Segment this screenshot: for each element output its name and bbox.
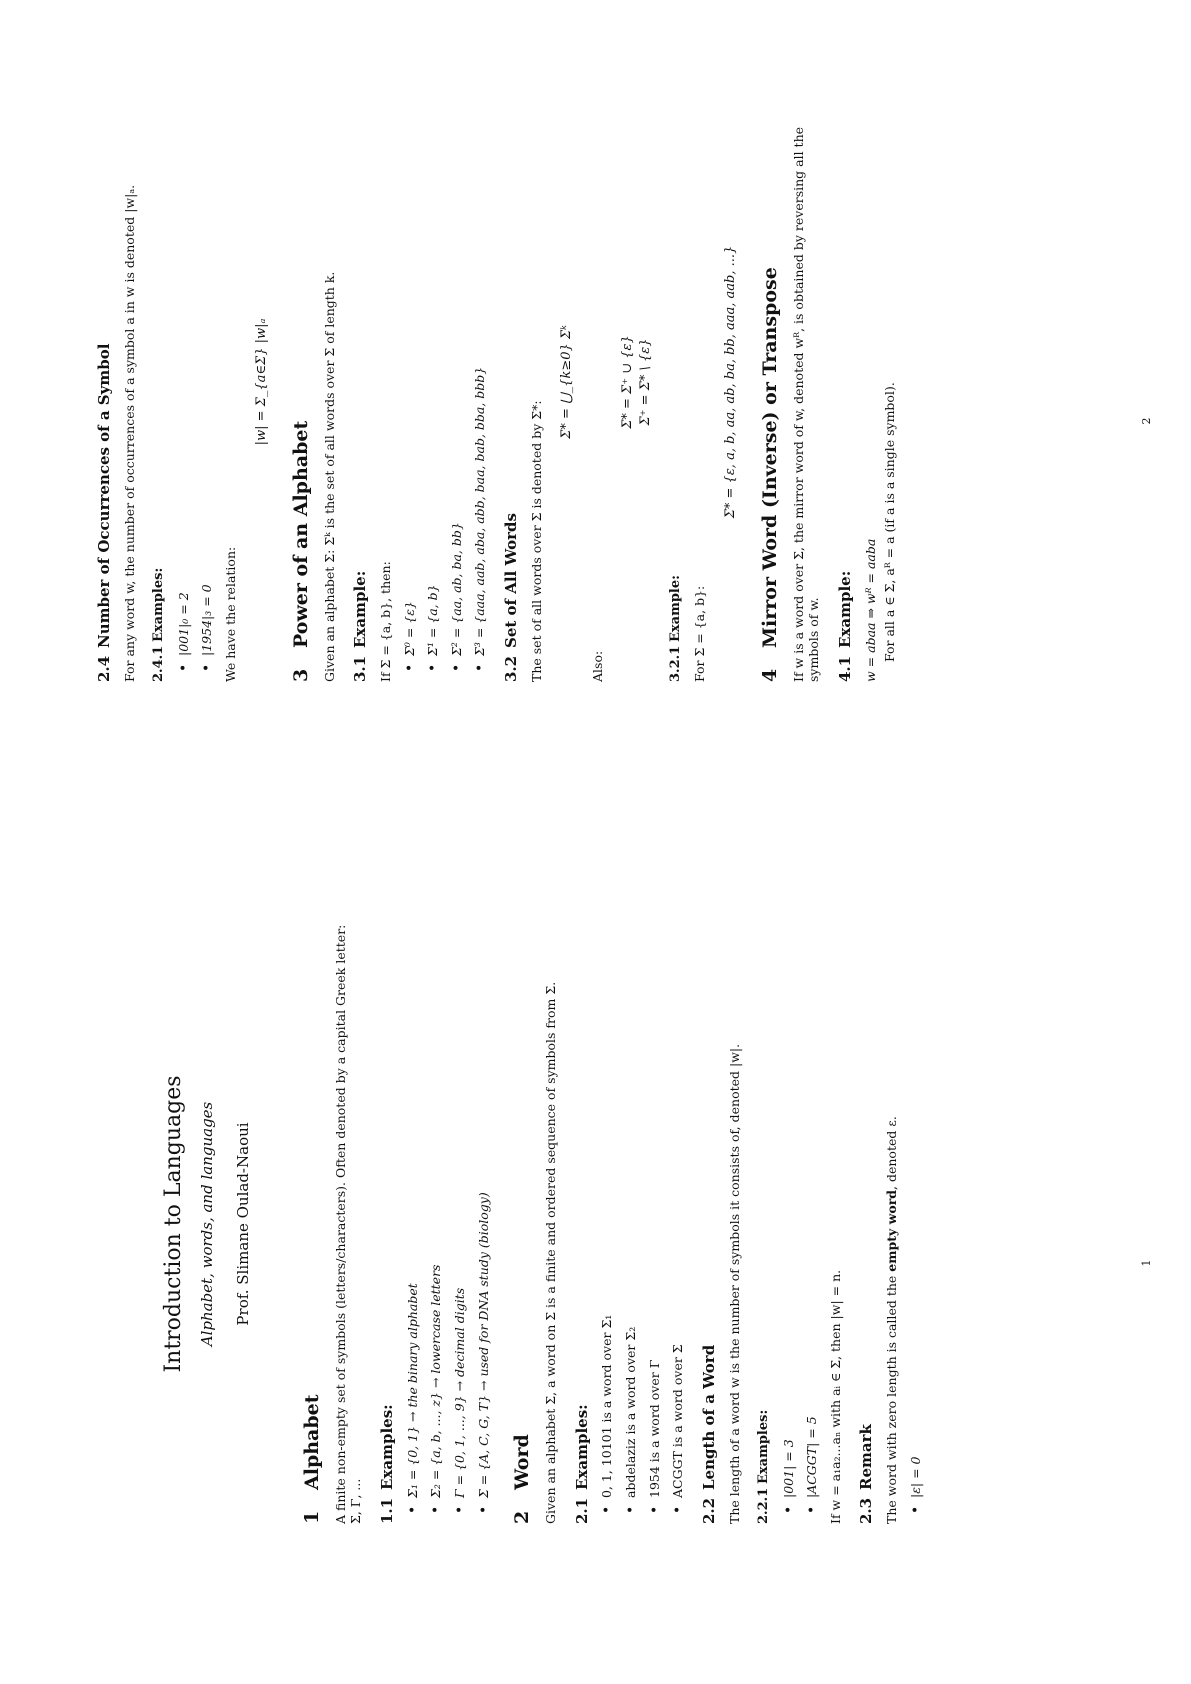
section-number: 4.1 — [835, 655, 854, 682]
section-2-4-1-list — [176, 82, 215, 682]
section-1-body: A finite non-empty set of symbols (letters/characters). Often denoted by a capital Greek letter: Σ, Γ, ... — [332, 924, 364, 1524]
section-2-2-1-heading — [756, 924, 772, 1524]
list-item: • |ε| = 0 — [908, 924, 924, 1514]
list-item: • Σ₁ = {0, 1} → the binary alphabet — [405, 924, 421, 1514]
mirror-example-line-1: w = abaa ⇒ wᴿ = aaba — [862, 538, 878, 682]
list-item: • Σ₂ = {a, b, ..., z} → lowercase letters — [428, 924, 444, 1514]
section-2-1-heading — [573, 924, 592, 1524]
section-4-heading — [759, 82, 783, 682]
also-label: Also: — [589, 650, 605, 682]
star-equation: Σ* = Σ⁺ ∪ {ε} — [620, 335, 636, 429]
list-item: • 1954 is a word over Γ — [647, 924, 663, 1514]
example-equation: Σ* = {ε, a, b, aa, ab, ba, bb, aaa, aab, ...} — [722, 245, 738, 519]
body-text: The word with zero length is called the — [884, 1271, 900, 1524]
list-item: • |ACGGT| = 5 — [804, 924, 820, 1514]
section-number: 2 — [511, 1510, 534, 1524]
list-item: • ACGGT is a word over Σ — [670, 924, 686, 1514]
relation-intro: We have the relation: — [222, 546, 238, 682]
section-2-body: Given an alphabet Σ, a word on Σ is a finite and ordered sequence of symbols from Σ. — [543, 981, 558, 1524]
list-item: • Σ⁰ = {ε} — [402, 82, 418, 672]
section-2-heading — [511, 924, 535, 1524]
section-title: Example: — [667, 575, 683, 642]
page-1 — [0, 842, 1191, 1684]
section-number: 1.1 — [378, 1497, 396, 1524]
section-2-4-body: For any word w, the number of occurrences of a symbol a in w is denoted |w|ₐ. — [121, 184, 137, 682]
section-number: 1 — [301, 1510, 323, 1524]
section-3-2-body: The set of all words over Σ is denoted by Σ*: — [528, 400, 544, 682]
section-3-1-heading — [351, 82, 370, 682]
section-2-2-heading — [700, 924, 719, 1524]
section-3-2-1-intro: For Σ = {a, b}: — [692, 585, 707, 682]
section-title: Examples: — [756, 1409, 772, 1484]
list-item: • Σ¹ = {a, b} — [425, 82, 441, 672]
list-item: • Σ² = {aa, ab, ba, bb} — [449, 82, 465, 672]
section-title: Example: — [351, 570, 370, 648]
example-equation-block — [722, 82, 739, 682]
section-1-heading — [301, 924, 325, 1524]
relation-equation: |w| = Σ_{a∈Σ} |w|ₐ — [253, 318, 269, 446]
section-title: Power of an Alphabet — [289, 420, 312, 648]
section-number: 3.2.1 — [667, 645, 683, 682]
section-2-4-heading — [95, 82, 114, 682]
section-number: 4 — [758, 668, 781, 682]
document-subtitle: Alphabet, words, and languages — [197, 1101, 216, 1347]
section-number: 2.2.1 — [756, 1487, 772, 1524]
section-title: Alphabet — [301, 1394, 323, 1490]
mirror-example-line-2: For all a ∈ Σ, aᴿ = a (if a is a single symbol). — [882, 382, 898, 662]
section-2-3-list — [908, 924, 924, 1524]
section-3-body: Given an alphabet Σ: Σᵏ is the set of all words over Σ of length k. — [321, 271, 337, 682]
section-3-2-heading — [502, 82, 521, 682]
page-number: 1 — [1140, 1259, 1153, 1267]
list-item: • Σ = {A, C, G, T} → used for DNA study (biology) — [476, 924, 492, 1514]
section-3-heading — [290, 82, 314, 682]
section-number: 3.2 — [502, 655, 520, 682]
document-title: Introduction to Languages — [161, 1075, 186, 1373]
section-title: Remark — [857, 1424, 876, 1490]
section-title: Set of All Words — [502, 513, 520, 648]
section-2-2-body: The length of a word w is the number of symbols it consists of, denoted |w|. — [726, 1043, 742, 1524]
section-2-2-1-after: If w = a₁a₂...aₙ with aᵢ ∈ Σ, then |w| = n. — [827, 1269, 843, 1524]
section-3-1-list — [402, 82, 489, 682]
section-number: 2.3 — [857, 1497, 876, 1524]
list-item: • Σ³ = {aaa, aab, aba, abb, baa, bab, bba, bbb} — [472, 82, 488, 672]
section-title: Examples: — [572, 1404, 591, 1490]
relation-equation-block — [253, 82, 270, 682]
list-item: • |001| = 3 — [781, 924, 797, 1514]
section-number: 2.2 — [699, 1497, 718, 1524]
section-title: Word — [511, 1434, 534, 1490]
section-number: 2.4 — [95, 655, 113, 682]
section-4-1-heading — [836, 82, 855, 682]
section-title: Number of Occurrences of a Symbol — [95, 343, 113, 648]
section-1-1-list — [405, 924, 492, 1524]
section-title: Examples: — [378, 1404, 396, 1490]
kleene-star-equation-block — [558, 82, 575, 682]
section-2-4-1-heading — [151, 82, 167, 682]
section-number: 3 — [289, 668, 312, 682]
section-4-body: If w is a word over Σ, the mirror word of w, denoted wᴿ, is obtained by reversing all the symbols of w. — [790, 126, 822, 682]
section-3-2-1-heading — [668, 82, 684, 682]
list-item: • |001|₀ = 2 — [176, 82, 192, 672]
section-title: Length of a Word — [699, 1344, 718, 1490]
section-title: Examples: — [151, 567, 167, 642]
section-2-3-body — [884, 924, 900, 1524]
section-title: Mirror Word (Inverse) or Transpose — [758, 267, 781, 648]
section-2-3-heading — [857, 924, 876, 1524]
section-number: 2.4.1 — [151, 645, 167, 682]
list-item: • |1954|₃ = 0 — [199, 82, 215, 672]
document-author: Prof. Slimane Oulad-Naoui — [234, 1122, 253, 1326]
section-number: 3.1 — [351, 655, 370, 682]
page-2-content — [95, 82, 902, 682]
section-1-1-heading — [378, 924, 397, 1524]
bold-term: empty word — [884, 1189, 900, 1272]
star-plus-equations-block — [619, 82, 654, 682]
section-2-2-1-list — [781, 924, 820, 1524]
section-number: 2.1 — [572, 1497, 591, 1524]
page-1-content — [95, 924, 931, 1524]
kleene-star-equation: Σ* = ⋃_{k≥0} Σᵏ — [559, 325, 575, 439]
page-number: 2 — [1140, 417, 1153, 425]
list-item: • abdelaziz is a word over Σ₂ — [623, 924, 639, 1514]
list-item: • 0, 1, 10101 is a word over Σ₁ — [599, 924, 615, 1514]
body-text: , denoted ε. — [884, 1116, 900, 1190]
section-2-1-list — [599, 924, 686, 1524]
list-item: • Γ = {0, 1, ..., 9} → decimal digits — [452, 924, 468, 1514]
section-title: Example: — [835, 570, 854, 648]
section-3-1-intro: If Σ = {a, b}, then: — [377, 561, 393, 682]
plus-equation: Σ⁺ = Σ* \ {ε} — [637, 338, 653, 426]
